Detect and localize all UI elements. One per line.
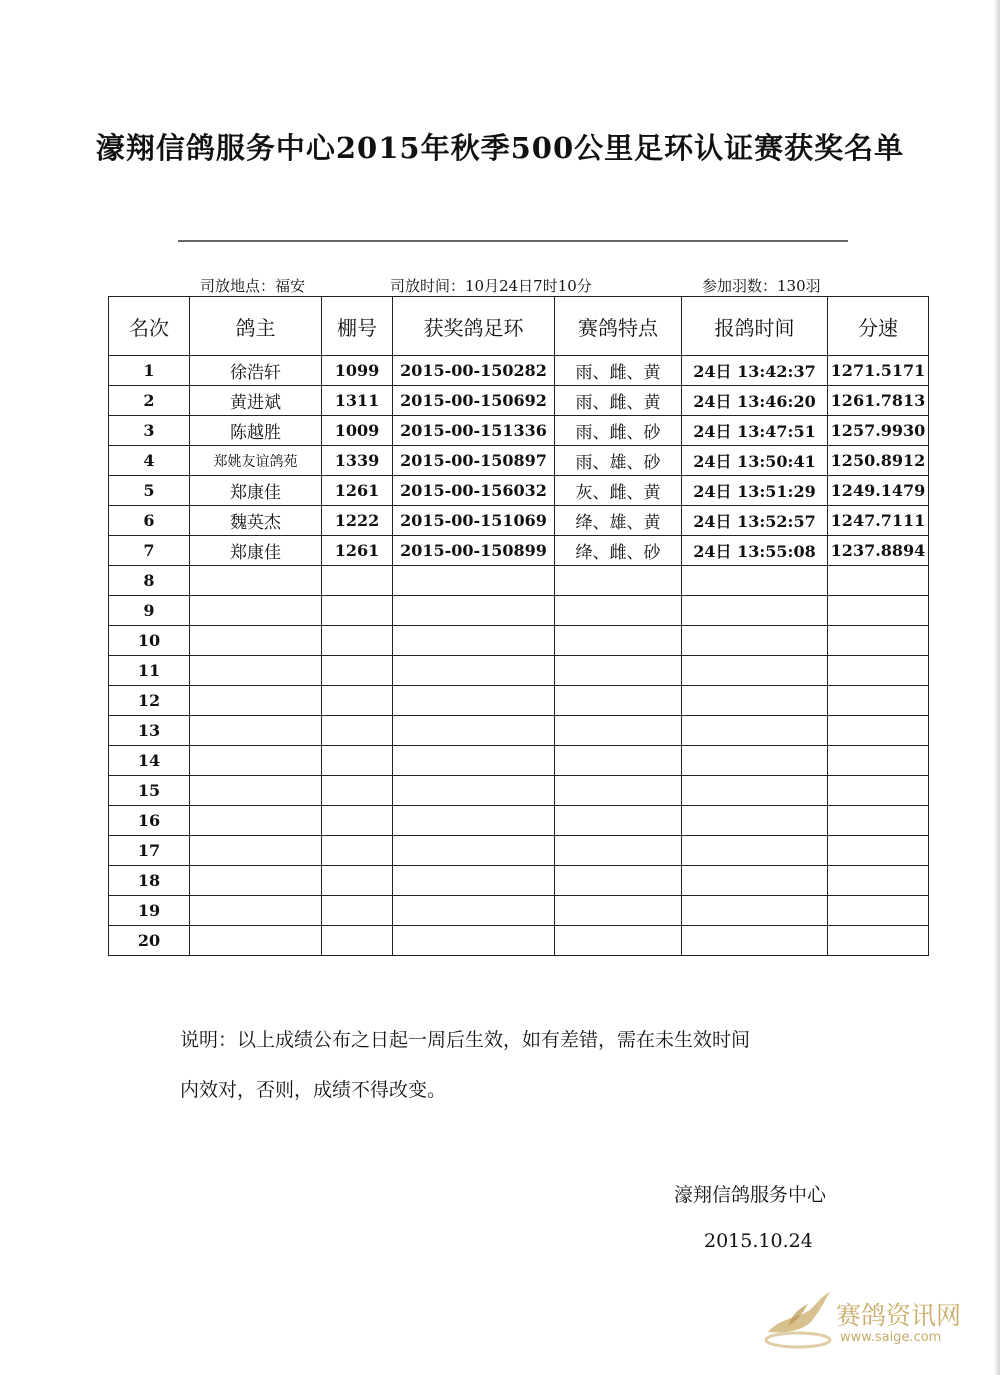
- cell-ring: [393, 566, 555, 596]
- note-line-2: 内效对，否则，成绩不得改变。: [180, 1079, 447, 1101]
- cell-owner: [190, 776, 322, 806]
- cell-time: [682, 746, 828, 776]
- table-row: [109, 836, 929, 866]
- cell-loft: [322, 896, 393, 926]
- cell-speed: [828, 626, 929, 656]
- release-place: 司放地点：福安: [200, 277, 306, 295]
- signature-organization: 濠翔信鸽服务中心: [674, 1184, 827, 1206]
- cell-rank: 2: [109, 386, 190, 416]
- cell-owner: [190, 746, 322, 776]
- table-row: [109, 626, 929, 656]
- cell-speed: 1257.9930: [828, 416, 929, 446]
- site-watermark: [758, 1288, 968, 1358]
- cell-speed: [828, 896, 929, 926]
- cell-speed: [828, 776, 929, 806]
- cell-loft: [322, 776, 393, 806]
- table-row: [109, 806, 929, 836]
- cell-time: 24日 13:51:29: [682, 476, 828, 506]
- cell-rank: 15: [109, 776, 190, 806]
- cell-time: [682, 806, 828, 836]
- cell-ring: [393, 686, 555, 716]
- cell-loft: [322, 866, 393, 896]
- cell-traits: 绛、雌、砂: [555, 536, 682, 566]
- table-row: [109, 896, 929, 926]
- cell-rank: 17: [109, 836, 190, 866]
- cell-speed: 1250.8912: [828, 446, 929, 476]
- table-row: [109, 356, 929, 386]
- cell-rank: 16: [109, 806, 190, 836]
- cell-owner: [190, 656, 322, 686]
- cell-rank: 11: [109, 656, 190, 686]
- cell-time: 24日 13:46:20: [682, 386, 828, 416]
- cell-speed: [828, 596, 929, 626]
- cell-traits: 雨、雄、砂: [555, 446, 682, 476]
- cell-time: 24日 13:55:08: [682, 536, 828, 566]
- cell-speed: 1261.7813: [828, 386, 929, 416]
- table-row: [109, 746, 929, 776]
- table-row: [109, 386, 929, 416]
- cell-speed: [828, 836, 929, 866]
- cell-time: [682, 896, 828, 926]
- cell-time: 24日 13:47:51: [682, 416, 828, 446]
- cell-owner: 魏英杰: [190, 506, 322, 536]
- cell-loft: 1311: [322, 386, 393, 416]
- cell-time: 24日 13:52:57: [682, 506, 828, 536]
- cell-loft: 1261: [322, 476, 393, 506]
- cell-loft: [322, 926, 393, 956]
- cell-ring: [393, 596, 555, 626]
- table-row: [109, 866, 929, 896]
- cell-time: 24日 13:42:37: [682, 356, 828, 386]
- cell-traits: [555, 776, 682, 806]
- watermark-site-name: 赛鸽资讯网: [836, 1301, 962, 1330]
- header-speed: 分速: [828, 297, 929, 356]
- cell-time: 24日 13:50:41: [682, 446, 828, 476]
- cell-traits: [555, 746, 682, 776]
- signature-date: 2015.10.24: [704, 1230, 813, 1252]
- cell-traits: [555, 896, 682, 926]
- cell-traits: [555, 926, 682, 956]
- cell-loft: [322, 596, 393, 626]
- cell-speed: 1247.7111: [828, 506, 929, 536]
- cell-rank: 1: [109, 356, 190, 386]
- cell-traits: [555, 596, 682, 626]
- cell-loft: [322, 746, 393, 776]
- cell-time: [682, 716, 828, 746]
- cell-owner: 徐浩轩: [190, 356, 322, 386]
- cell-loft: 1339: [322, 446, 393, 476]
- cell-loft: [322, 806, 393, 836]
- cell-rank: 7: [109, 536, 190, 566]
- table-row: [109, 536, 929, 566]
- document-title: 濠翔信鸽服务中心2015年秋季500公里足环认证赛获奖名单: [95, 131, 905, 165]
- cell-ring: [393, 926, 555, 956]
- cell-owner: [190, 866, 322, 896]
- cell-loft: [322, 836, 393, 866]
- table-row: [109, 446, 929, 476]
- cell-rank: 19: [109, 896, 190, 926]
- cell-time: [682, 926, 828, 956]
- cell-rank: 12: [109, 686, 190, 716]
- cell-speed: [828, 806, 929, 836]
- cell-ring: 2015-00-151336: [393, 416, 555, 446]
- cell-rank: 20: [109, 926, 190, 956]
- table-row: [109, 416, 929, 446]
- cell-owner: 郑康佳: [190, 476, 322, 506]
- cell-traits: [555, 566, 682, 596]
- cell-loft: 1222: [322, 506, 393, 536]
- cell-traits: [555, 716, 682, 746]
- header-owner: 鸽主: [190, 297, 322, 356]
- cell-rank: 10: [109, 626, 190, 656]
- cell-ring: [393, 806, 555, 836]
- cell-traits: 绛、雄、黄: [555, 506, 682, 536]
- table-row: [109, 656, 929, 686]
- cell-time: [682, 626, 828, 656]
- cell-rank: 18: [109, 866, 190, 896]
- cell-traits: [555, 686, 682, 716]
- cell-owner: [190, 626, 322, 656]
- cell-time: [682, 866, 828, 896]
- scan-edge-shadow: [994, 0, 1000, 1375]
- cell-speed: 1271.5171: [828, 356, 929, 386]
- cell-ring: [393, 866, 555, 896]
- cell-time: [682, 566, 828, 596]
- watermark-url: www.saige.com: [840, 1330, 942, 1345]
- results-table: [108, 296, 929, 956]
- cell-rank: 6: [109, 506, 190, 536]
- cell-traits: [555, 866, 682, 896]
- cell-rank: 3: [109, 416, 190, 446]
- cell-ring: [393, 836, 555, 866]
- cell-ring: [393, 896, 555, 926]
- cell-speed: [828, 566, 929, 596]
- cell-loft: 1099: [322, 356, 393, 386]
- cell-rank: 5: [109, 476, 190, 506]
- cell-owner: [190, 926, 322, 956]
- cell-time: [682, 656, 828, 686]
- cell-owner: 黄进斌: [190, 386, 322, 416]
- cell-speed: [828, 746, 929, 776]
- cell-speed: [828, 686, 929, 716]
- cell-owner: [190, 566, 322, 596]
- cell-speed: [828, 926, 929, 956]
- cell-traits: 雨、雌、砂: [555, 416, 682, 446]
- table-row: [109, 506, 929, 536]
- cell-traits: 灰、雌、黄: [555, 476, 682, 506]
- cell-loft: [322, 626, 393, 656]
- header-row: [109, 297, 929, 356]
- table-row: [109, 686, 929, 716]
- cell-ring: [393, 776, 555, 806]
- title-rule: [178, 240, 848, 242]
- cell-time: [682, 596, 828, 626]
- cell-speed: 1237.8894: [828, 536, 929, 566]
- cell-owner: 陈越胜: [190, 416, 322, 446]
- cell-owner: 郑姚友谊鸽苑: [190, 446, 322, 476]
- cell-ring: [393, 626, 555, 656]
- cell-ring: [393, 746, 555, 776]
- header-rank: 名次: [109, 297, 190, 356]
- cell-rank: 9: [109, 596, 190, 626]
- table-row: [109, 926, 929, 956]
- cell-traits: [555, 626, 682, 656]
- cell-ring: 2015-00-150899: [393, 536, 555, 566]
- cell-owner: [190, 596, 322, 626]
- cell-loft: 1261: [322, 536, 393, 566]
- cell-owner: [190, 716, 322, 746]
- cell-time: [682, 836, 828, 866]
- cell-traits: [555, 656, 682, 686]
- table-row: [109, 596, 929, 626]
- cell-traits: 雨、雌、黄: [555, 356, 682, 386]
- cell-traits: [555, 806, 682, 836]
- cell-ring: 2015-00-151069: [393, 506, 555, 536]
- table-row: [109, 476, 929, 506]
- cell-loft: [322, 656, 393, 686]
- cell-owner: [190, 686, 322, 716]
- cell-loft: [322, 566, 393, 596]
- table-row: [109, 776, 929, 806]
- pigeon-logo-icon: [758, 1288, 838, 1358]
- cell-ring: 2015-00-150282: [393, 356, 555, 386]
- cell-time: [682, 686, 828, 716]
- cell-ring: [393, 656, 555, 686]
- cell-speed: [828, 656, 929, 686]
- cell-speed: [828, 866, 929, 896]
- cell-traits: 雨、雌、黄: [555, 386, 682, 416]
- cell-owner: 郑康佳: [190, 536, 322, 566]
- cell-rank: 13: [109, 716, 190, 746]
- cell-ring: 2015-00-150692: [393, 386, 555, 416]
- cell-owner: [190, 806, 322, 836]
- table-row: [109, 716, 929, 746]
- cell-speed: [828, 716, 929, 746]
- cell-owner: [190, 896, 322, 926]
- cell-time: [682, 776, 828, 806]
- cell-ring: [393, 716, 555, 746]
- cell-speed: 1249.1479: [828, 476, 929, 506]
- cell-ring: 2015-00-156032: [393, 476, 555, 506]
- cell-rank: 14: [109, 746, 190, 776]
- release-time: 司放时间：10月24日7时10分: [390, 277, 592, 295]
- header-loft: 棚号: [322, 297, 393, 356]
- cell-loft: [322, 686, 393, 716]
- cell-rank: 8: [109, 566, 190, 596]
- entry-count: 参加羽数：130羽: [702, 277, 821, 295]
- note-line-1: 说明：以上成绩公布之日起一周后生效，如有差错，需在未生效时间: [180, 1029, 751, 1051]
- cell-owner: [190, 836, 322, 866]
- cell-traits: [555, 836, 682, 866]
- table-body: [109, 356, 929, 956]
- header-traits: 赛鸽特点: [555, 297, 682, 356]
- cell-rank: 4: [109, 446, 190, 476]
- table-row: [109, 566, 929, 596]
- cell-ring: 2015-00-150897: [393, 446, 555, 476]
- cell-loft: 1009: [322, 416, 393, 446]
- table-header: [109, 297, 929, 356]
- cell-loft: [322, 716, 393, 746]
- header-ring: 获奖鸽足环: [393, 297, 555, 356]
- header-time: 报鸽时间: [682, 297, 828, 356]
